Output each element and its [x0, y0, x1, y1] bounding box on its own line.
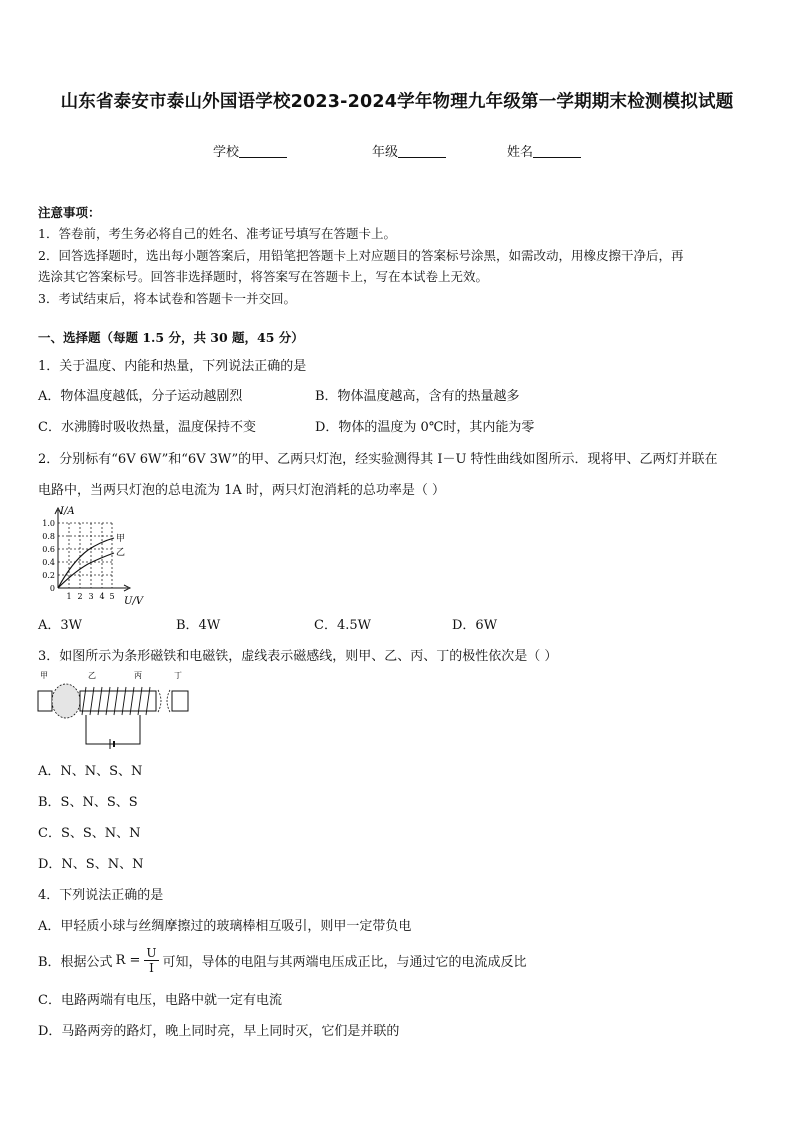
q1-option-b: B．物体温度越高，含有的热量越多 — [315, 389, 520, 404]
iu-y-axis-label: I/A — [60, 506, 75, 517]
q1-stem: 1．关于温度、内能和热量，下列说法正确的是 — [38, 359, 307, 374]
name-label: 姓名 — [507, 145, 534, 160]
grade-field — [372, 141, 446, 160]
field-line-gap-left — [158, 690, 161, 712]
q4-option-b-suffix: 可知，导体的电阻与其两端电压成正比，与通过它的电流成反比 — [162, 954, 527, 970]
label-bing: 丙 — [134, 671, 142, 680]
grade-label: 年级 — [372, 145, 399, 160]
iu-x-tick: 2 — [77, 592, 83, 601]
bar-magnet-right — [172, 691, 188, 711]
school-field — [213, 141, 287, 160]
note-2a: 2．回答选择题时，选出每小题答案后，用铅笔把答题卡上对应题目的答案标号涂黑，如需改动，用橡皮擦干净后，再 — [38, 248, 684, 263]
notes-heading: 注意事项： — [38, 205, 101, 220]
section-heading: 一、选择题（每题 1.5 分，共 30 题，45 分） — [38, 330, 304, 345]
label-yi: 乙 — [88, 671, 96, 680]
iu-x-tick: 3 — [88, 592, 94, 601]
note-2b: 选涂其它答案标号。回答非选择题时，将答案写在答题卡上，写在本试卷上无效。 — [38, 269, 489, 284]
curve-yi-label: 乙 — [116, 548, 126, 558]
q2-option-b: B．4W — [176, 618, 221, 633]
formula-fraction — [144, 946, 158, 975]
school-blank — [239, 145, 287, 158]
iu-x-axis-label: U/V — [124, 596, 144, 607]
q2-stem-line2: 电路中，当两只灯泡的总电流为 1A 时，两只灯泡消耗的总功率是（ ） — [38, 483, 446, 498]
q3-stem: 3．如图所示为条形磁铁和电磁铁，虚线表示磁感线，则甲、乙、丙、丁的极性依次是（ ） — [38, 649, 558, 664]
circuit-wire — [86, 715, 140, 744]
formula-numerator: U — [146, 945, 157, 960]
formula-lhs: R = — [115, 952, 141, 968]
iu-curve-figure — [36, 504, 154, 608]
name-blank — [533, 145, 581, 158]
iu-y-tick: 0.8 — [42, 532, 55, 541]
q4-option-b-prefix: B．根据公式 — [38, 954, 113, 970]
curve-yi — [58, 553, 114, 588]
iu-y-tick: 1.0 — [42, 519, 55, 528]
q4-option-a: A．甲轻质小球与丝绸摩擦过的玻璃棒相互吸引，则甲一定带负电 — [38, 919, 412, 934]
iu-y-tick: 0.4 — [42, 558, 55, 567]
q2-stem-line1: 2．分别标有“6V 6W”和“6V 3W”的甲、乙两只灯泡，经实验测得其 I－U 特性曲线如图所示．现将甲、乙两灯并联在 — [38, 452, 718, 467]
iu-x-tick: 4 — [99, 592, 105, 601]
iu-x-tick: 5 — [109, 592, 115, 601]
q2-option-d: D．6W — [452, 618, 498, 633]
curve-jia-label: 甲 — [116, 534, 126, 544]
magnet-figure — [36, 668, 192, 750]
iu-grid — [58, 523, 112, 588]
q3-option-a: A．N、N、S、N — [38, 764, 143, 779]
q1-option-a: A．物体温度越低，分子运动越剧烈 — [38, 389, 243, 404]
field-lines-left — [52, 684, 80, 718]
q4-stem: 4．下列说法正确的是 — [38, 888, 164, 903]
q2-option-c: C．4.5W — [314, 618, 371, 633]
q4-option-c: C．电路两端有电压，电路中就一定有电流 — [38, 993, 282, 1008]
school-label: 学校 — [213, 145, 240, 160]
q3-option-c: C．S、S、N、N — [38, 826, 141, 841]
iu-y-tick: 0 — [49, 584, 55, 593]
q3-option-b: B．S、N、S、S — [38, 795, 138, 810]
formula-denominator: I — [149, 960, 154, 975]
bar-magnet-left — [38, 691, 52, 711]
q1-option-d: D．物体的温度为 0℃时，其内能为零 — [315, 420, 535, 435]
label-ding: 丁 — [174, 671, 182, 680]
field-line-gap-right — [167, 690, 170, 712]
label-jia: 甲 — [40, 671, 48, 680]
grade-blank — [398, 145, 446, 158]
q4-option-b — [38, 942, 527, 978]
iu-y-tick: 0.2 — [42, 571, 55, 580]
iu-x-tick: 1 — [66, 592, 72, 601]
page-title: 山东省泰安市泰山外国语学校2023-2024学年物理九年级第一学期期末检测模拟试题 — [60, 92, 734, 112]
note-1: 1．答卷前，考生务必将自己的姓名、准考证号填写在答题卡上。 — [38, 226, 396, 241]
q4-option-d: D．马路两旁的路灯，晚上同时亮，早上同时灭，它们是并联的 — [38, 1024, 400, 1039]
name-field — [507, 141, 581, 160]
q2-option-a: A．3W — [38, 618, 83, 633]
q1-option-c: C．水沸腾时吸收热量，温度保持不变 — [38, 420, 256, 435]
note-3: 3．考试结束后，将本试卷和答题卡一并交回。 — [38, 291, 296, 306]
q3-option-d: D．N、S、N、N — [38, 857, 144, 872]
iu-y-tick: 0.6 — [42, 545, 55, 554]
